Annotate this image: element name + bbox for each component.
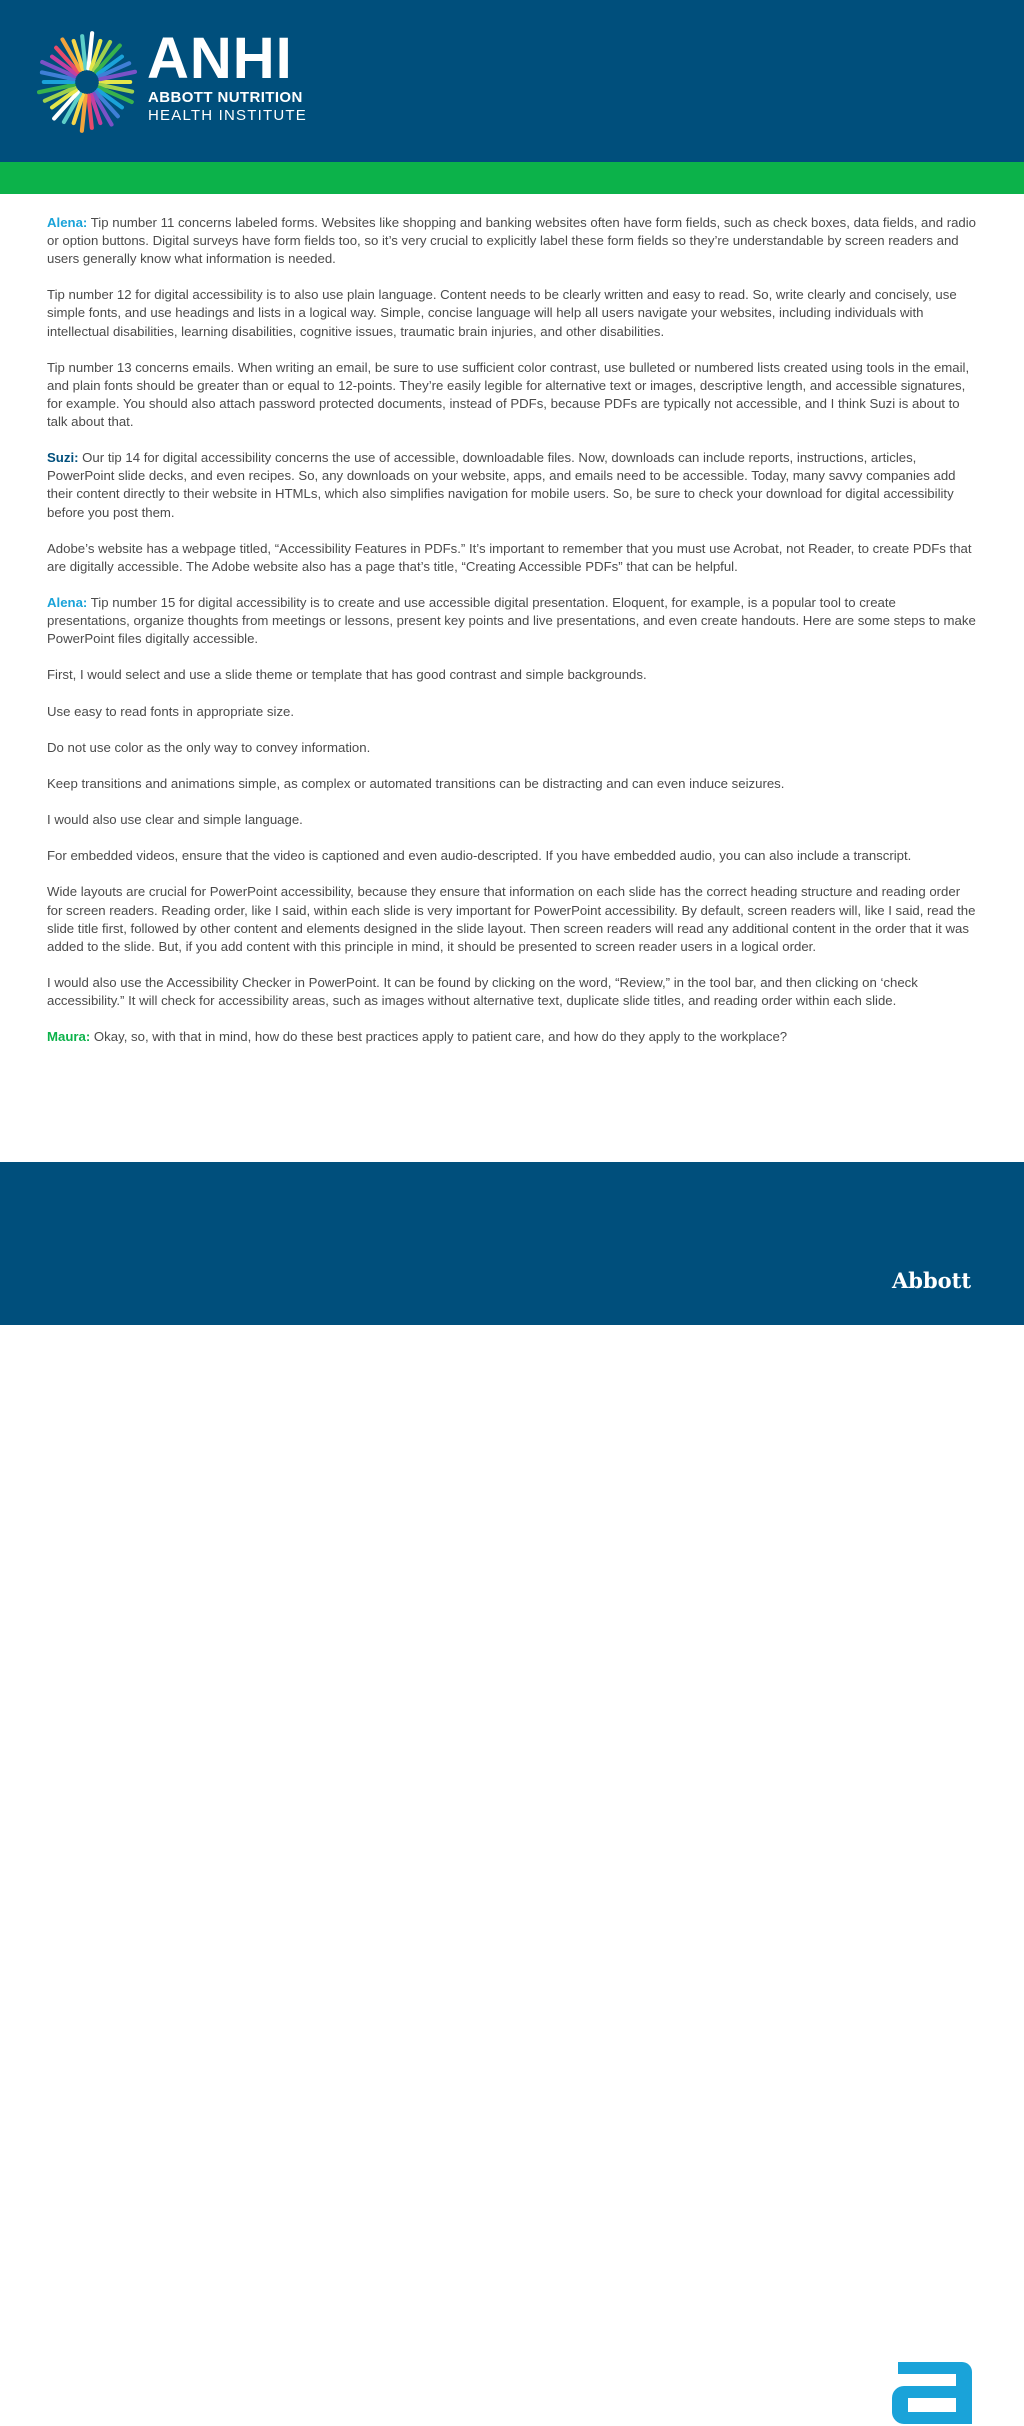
footer-banner <box>0 1162 1024 1325</box>
paragraph-text: Do not use color as the only way to convey information. <box>47 739 371 755</box>
transcript-body <box>47 214 979 1064</box>
speaker-label: Alena: <box>47 215 88 230</box>
paragraph <box>47 974 979 1010</box>
paragraph <box>47 359 979 431</box>
paragraph <box>47 540 979 576</box>
accent-stripe <box>0 162 1024 194</box>
abbott-wordmark: Abbott <box>892 1268 972 1293</box>
paragraph <box>47 594 979 648</box>
paragraph <box>47 883 979 955</box>
paragraph <box>47 1028 979 1046</box>
paragraph-text: Okay, so, with that in mind, how do these best practices apply to patient care, and how do they apply to the workplace? <box>90 1029 788 1045</box>
paragraph <box>47 739 979 757</box>
paragraph <box>47 847 979 865</box>
paragraph <box>47 286 979 340</box>
paragraph <box>47 214 979 268</box>
paragraph <box>47 666 979 684</box>
header-banner <box>0 0 1024 162</box>
logo-subtitle-line2: HEALTH INSTITUTE <box>148 107 307 124</box>
paragraph-text: Tip number 12 for digital accessibility is to also use plain language. Content needs to be clearly written and easy to read. So, write clearly and concisely, use simple fonts, and use headings and lists in a logical way. Simple, concise language will help all users navigate your websites, including individuals with intellectual disabilities, learning disabilities, cognitive issues, traumatic brain injuries, and other disabilities. <box>47 287 957 339</box>
paragraph <box>47 449 979 521</box>
paragraph-text: Tip number 15 for digital accessibility is to create and use accessible digital presentation. Eloquent, for example, is a popular tool to create presentations, organize thoughts from meetings or lessons, present key points and live presentations, and even create handouts. Here are some steps to make PowerPoint files digitally accessible. <box>47 594 976 647</box>
paragraph-text: First, I would select and use a slide theme or template that has good contrast and simple backgrounds. <box>47 667 647 683</box>
logo-subtitle-line1: ABBOTT NUTRITION <box>148 89 303 106</box>
paragraph <box>47 811 979 829</box>
anhi-starburst-icon <box>36 31 138 133</box>
paragraph <box>47 775 979 793</box>
paragraph <box>47 703 979 721</box>
abbott-logo-icon <box>890 2358 974 2426</box>
paragraph-text: Tip number 11 concerns labeled forms. Websites like shopping and banking websites often have form fields, such as check boxes, data fields, and radio or option buttons. Digital surveys have form fields too, so it’s very crucial to explicitly label these form fields so they’re understandable by screen readers and users generally know what information is needed. <box>47 215 977 267</box>
logo-name: ANHI <box>147 26 293 91</box>
paragraph-text: Our tip 14 for digital accessibility concerns the use of accessible, downloadable files. Now, downloads can include reports, instructions, articles, PowerPoint slide decks, and even recipes. So, any downloads on your website, apps, and emails need to be accessible. Today, many savvy companies add their content directly to their website in HTMLs, which also simplifies navigation for mobile users. So, be sure to check your download for digital accessibility before you post them. <box>47 450 956 520</box>
paragraph-text: Wide layouts are crucial for PowerPoint accessibility, because they ensure that information on each slide has the correct heading structure and reading order for screen readers. Reading order, like I said, within each slide is very important for PowerPoint accessibility. By default, screen readers will, like I said, read the slide title first, followed by other content and elements designed in the slide layout. Then screen readers will read any additional content in the order that it was added to the slide. But, if you add content with this principle in mind, it should be presented to screen reader users in a logical order. <box>47 884 976 954</box>
paragraph-text: I would also use the Accessibility Checker in PowerPoint. It can be found by clicking on the word, “Review,” in the tool bar, and then clicking on ‘check accessibility.” It will check for accessibility areas, such as images without alternative text, duplicate slide titles, and reading order within each slide. <box>47 974 918 1009</box>
paragraph-text: I would also use clear and simple language. <box>47 812 303 828</box>
speaker-label: Alena: <box>47 594 88 610</box>
paragraph-text: Adobe’s website has a webpage titled, “Accessibility Features in PDFs.” It’s important to remember that you must use Acrobat, not Reader, to create PDFs that are digitally accessible. The Adobe website also has a page that’s title, “Creating Accessible PDFs” that can be helpful. <box>47 540 972 574</box>
speaker-label: Suzi: <box>47 450 79 466</box>
speaker-label: Maura: <box>47 1029 91 1045</box>
paragraph-text: Use easy to read fonts in appropriate size. <box>47 703 295 719</box>
paragraph-text: Keep transitions and animations simple, as complex or automated transitions can be distracting and can even induce seizures. <box>47 775 785 791</box>
paragraph-text: Tip number 13 concerns emails. When writing an email, be sure to use sufficient color contrast, use bulleted or numbered lists created using tools in the email, and plain fonts should be greater than or equal to 12-points. They’re easily legible for alternative text or images, descriptive length, and accessible signatures, for example. You should also attach password protected documents, instead of PDFs, because PDFs are typically not accessible, and I think Suzi is about to talk about that. <box>47 359 970 430</box>
paragraph-text: For embedded videos, ensure that the video is captioned and even audio-descripted. If you have embedded audio, you can also include a transcript. <box>47 848 912 864</box>
